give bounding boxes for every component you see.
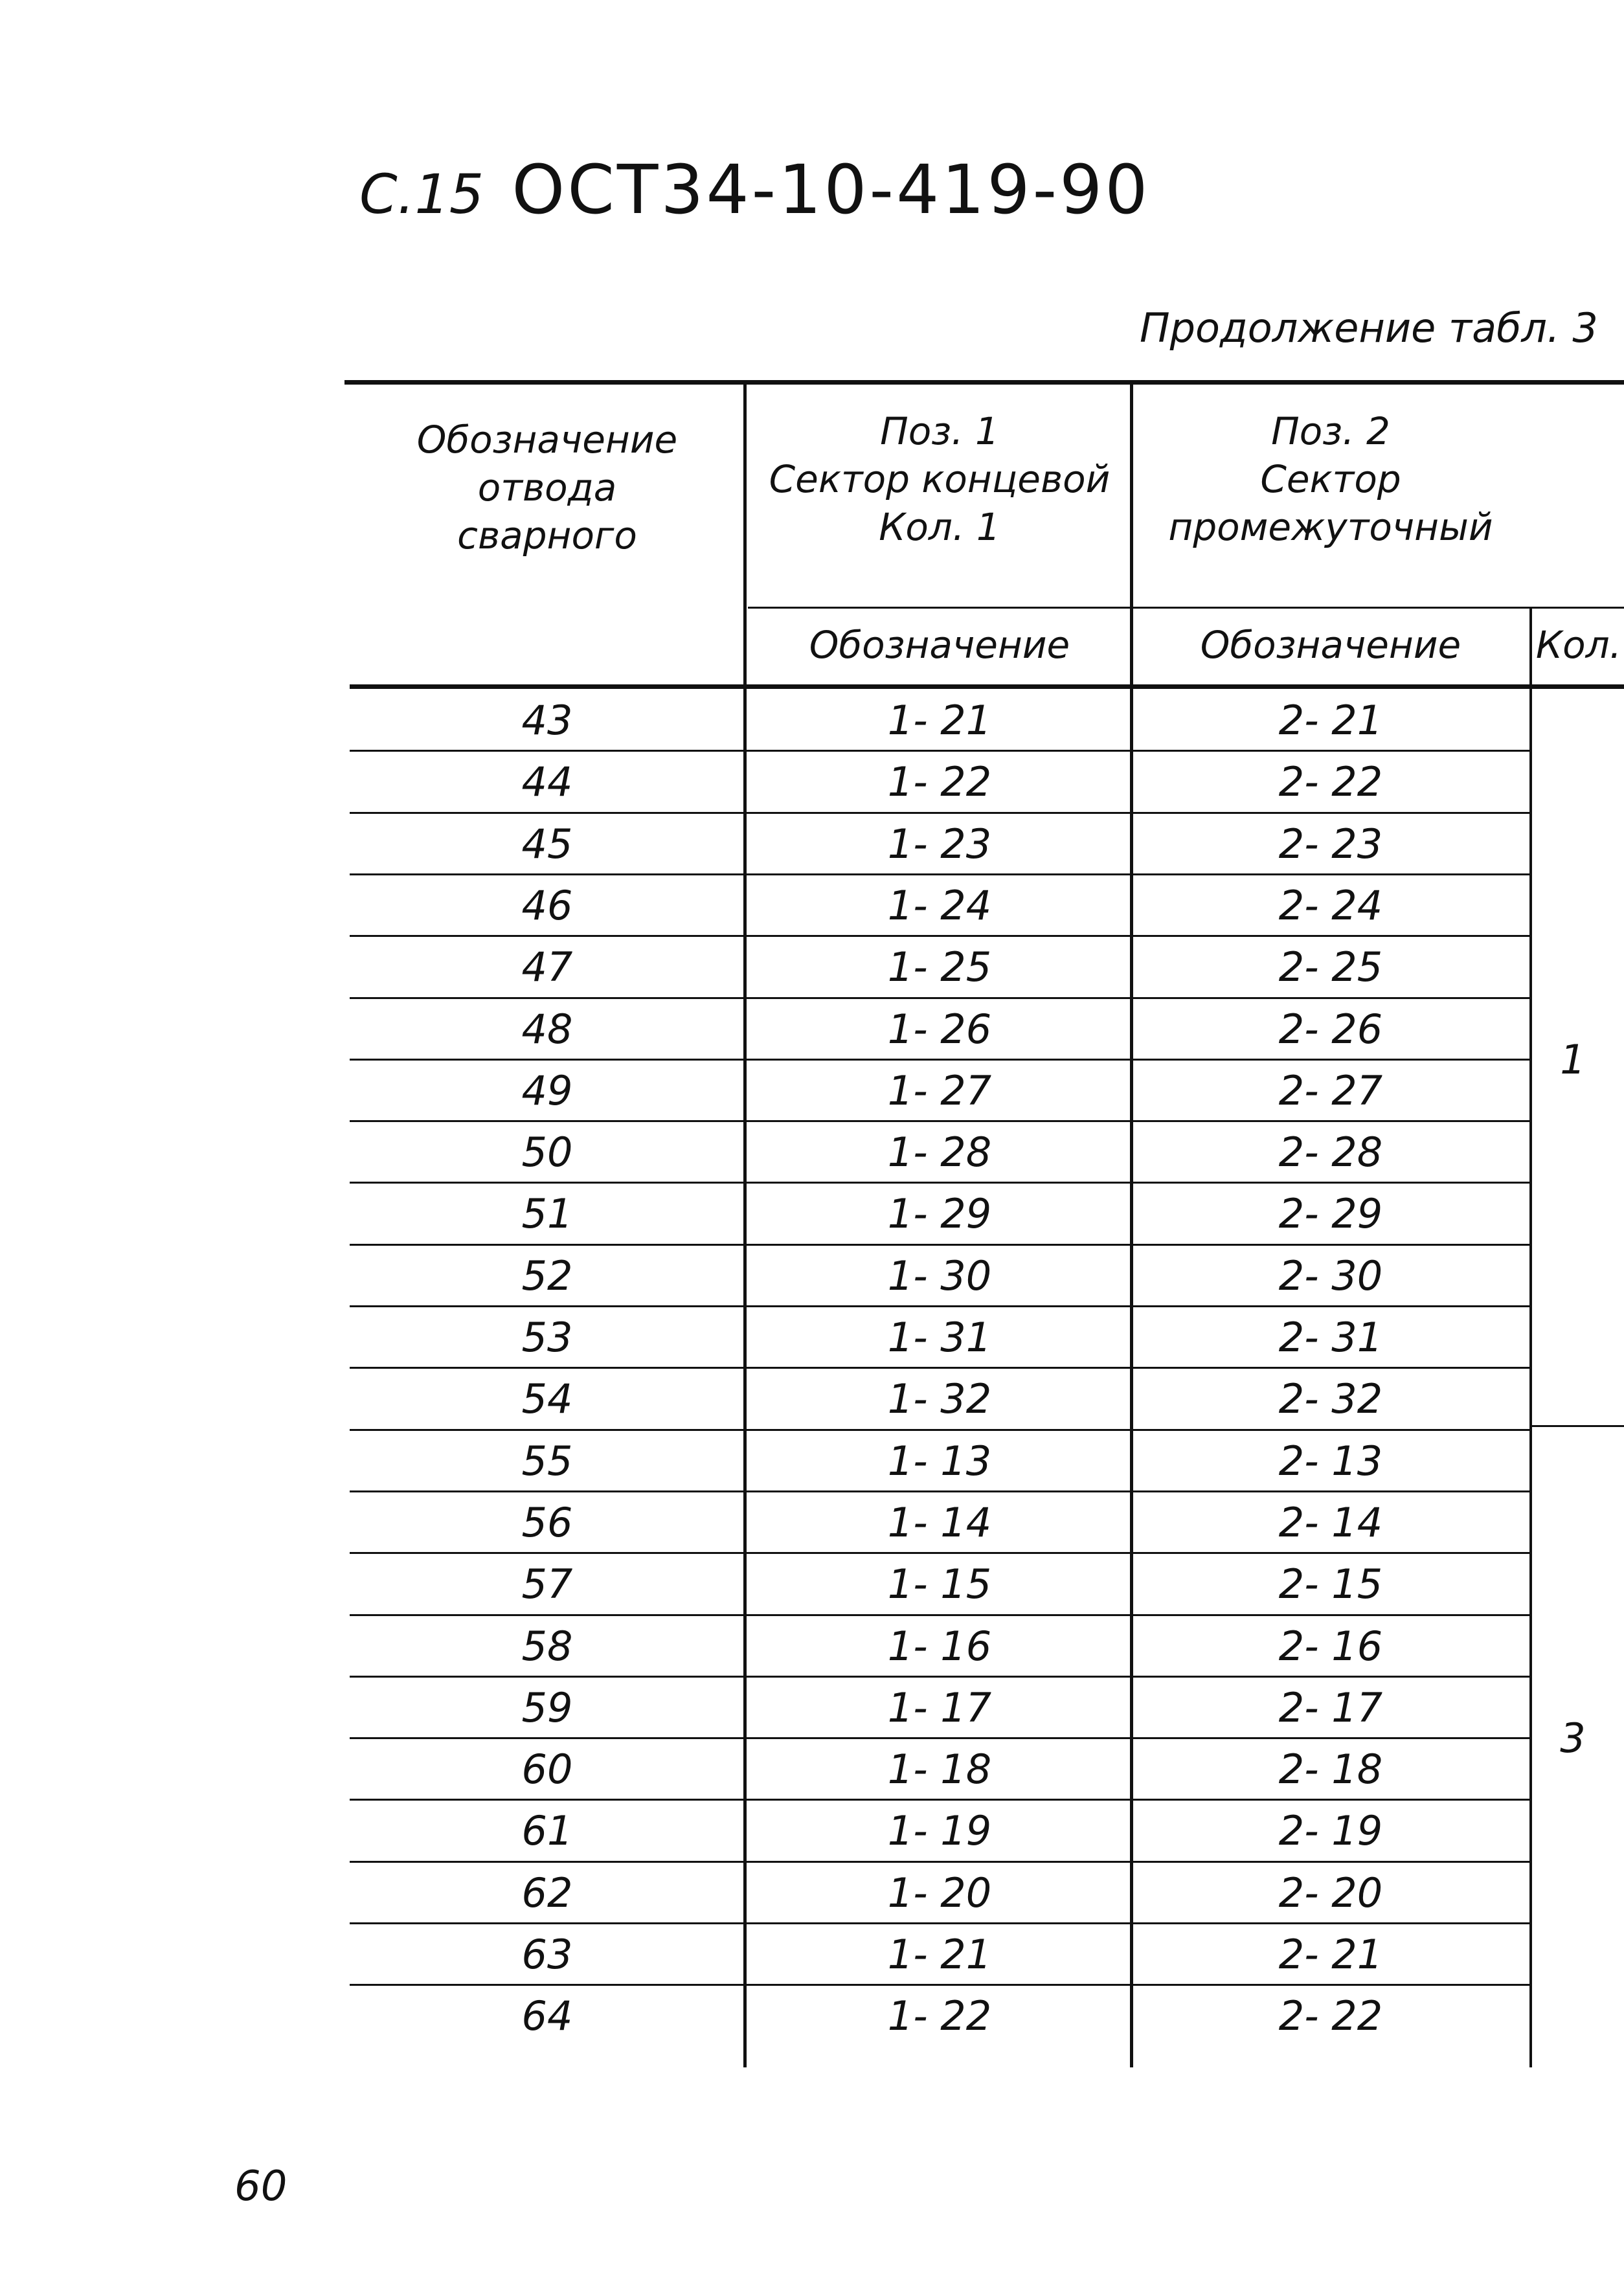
table-row <box>350 1985 1624 2047</box>
pos2-cell: 2- 18 <box>1278 1746 1383 1794</box>
table-row <box>350 998 1624 1060</box>
pos1-cell: 1- 14 <box>887 1498 992 1546</box>
pos1-cell: 1- 25 <box>887 943 992 991</box>
col-pos2-line-1: Поз. 2 <box>1271 409 1390 453</box>
pos2-cell: 2- 19 <box>1278 1807 1383 1855</box>
table-row <box>350 1492 1624 1553</box>
pos1-cell: 1- 26 <box>887 1005 992 1053</box>
designation-cell: 46 <box>521 881 573 929</box>
pos1-cell: 1- 16 <box>887 1622 992 1670</box>
designation-cell: 47 <box>521 943 573 991</box>
designation-cell: 54 <box>521 1375 573 1423</box>
pos1-cell: 1- 22 <box>887 1992 992 2040</box>
page-header <box>359 150 1150 229</box>
col-qty-subheader: Кол. <box>1535 623 1622 667</box>
table-row <box>350 1183 1624 1244</box>
pos2-cell: 2- 31 <box>1278 1314 1383 1361</box>
pos1-cell: 1- 27 <box>887 1066 992 1114</box>
designation-cell: 49 <box>521 1066 573 1114</box>
designation-cell: 62 <box>521 1869 573 1917</box>
pos1-cell: 1- 31 <box>887 1314 992 1361</box>
col-pos2-line-2: Сектор <box>1260 457 1401 502</box>
pos2-cell: 2- 28 <box>1278 1129 1383 1176</box>
pos1-cell: 1- 19 <box>887 1807 992 1855</box>
designation-cell: 50 <box>521 1129 573 1176</box>
table-continuation-note: Продолжение табл. 3 <box>1140 304 1598 352</box>
pos1-cell: 1- 21 <box>887 1931 992 1978</box>
col-designation-header: Обозначение отвода сварного <box>416 418 678 558</box>
designation-cell: 56 <box>521 1498 573 1546</box>
table-row <box>350 875 1624 936</box>
designation-cell: 59 <box>521 1683 573 1731</box>
pos1-cell: 1- 13 <box>887 1437 992 1485</box>
designation-cell: 45 <box>521 820 573 868</box>
pos2-cell: 2- 13 <box>1278 1437 1383 1485</box>
page-number: 60 <box>234 2163 288 2210</box>
pos2-cell: 2- 20 <box>1278 1869 1383 1917</box>
pos2-cell: 2- 21 <box>1278 697 1383 744</box>
table-row <box>350 1245 1624 1307</box>
table-row <box>350 1553 1624 1615</box>
pos1-cell: 1- 32 <box>887 1375 992 1423</box>
table-row <box>350 1060 1624 1121</box>
table-row <box>350 1924 1624 1985</box>
header-bottom-rule <box>350 684 1624 689</box>
designation-cell: 52 <box>521 1252 573 1299</box>
pos2-cell: 2- 29 <box>1278 1190 1383 1238</box>
pos2-cell: 2- 15 <box>1278 1560 1383 1608</box>
designation-cell: 57 <box>521 1560 573 1608</box>
table-row <box>350 690 1624 751</box>
subheader-rule <box>748 607 1624 609</box>
designation-table <box>350 380 1624 2067</box>
designation-cell: 64 <box>521 1992 573 2040</box>
pos1-cell: 1- 20 <box>887 1869 992 1917</box>
qty-group-value: 3 <box>1560 1715 1586 1762</box>
designation-cell: 43 <box>521 697 573 744</box>
pos1-cell: 1- 17 <box>887 1683 992 1731</box>
col-pos2-subheader: Обозначение <box>1200 623 1461 667</box>
pos2-cell: 2- 32 <box>1278 1375 1383 1423</box>
col-pos1-subheader: Обозначение <box>809 623 1070 667</box>
pos2-cell: 2- 25 <box>1278 943 1383 991</box>
pos2-cell: 2- 23 <box>1278 820 1383 868</box>
table-row <box>350 751 1624 813</box>
page-ref: С.15 <box>359 163 484 226</box>
table-row <box>350 936 1624 998</box>
pos1-cell: 1- 18 <box>887 1746 992 1794</box>
pos1-cell: 1- 29 <box>887 1190 992 1238</box>
pos1-cell: 1- 24 <box>887 881 992 929</box>
table-top-rule <box>344 380 1624 385</box>
pos2-cell: 2- 26 <box>1278 1005 1383 1053</box>
qty-group-value: 1 <box>1560 1035 1586 1083</box>
pos2-cell: 2- 17 <box>1278 1683 1383 1731</box>
pos1-cell: 1- 28 <box>887 1129 992 1176</box>
table-row <box>350 1430 1624 1492</box>
pos2-cell: 2- 22 <box>1278 1992 1383 2040</box>
col-pos1-header <box>748 407 1131 552</box>
pos2-cell: 2- 14 <box>1278 1498 1383 1546</box>
designation-cell: 55 <box>521 1437 573 1485</box>
pos1-cell: 1- 22 <box>887 758 992 806</box>
table-row <box>350 813 1624 875</box>
col-pos2-header <box>1133 407 1528 552</box>
pos1-cell: 1- 21 <box>887 697 992 744</box>
table-row <box>350 1615 1624 1677</box>
designation-cell: 53 <box>521 1314 573 1361</box>
pos2-cell: 2- 27 <box>1278 1066 1383 1114</box>
table-row <box>350 1307 1624 1368</box>
col-pos2-line-3: промежуточный <box>1168 505 1493 550</box>
pos1-cell: 1- 15 <box>887 1560 992 1608</box>
designation-cell: 58 <box>521 1622 573 1670</box>
pos1-cell: 1- 23 <box>887 820 992 868</box>
table-row <box>350 1368 1624 1430</box>
table-row <box>350 1121 1624 1183</box>
designation-cell: 44 <box>521 758 573 806</box>
col-pos1-line-1: Поз. 1 <box>880 409 999 453</box>
standard-code: ОСТ34-10-419-90 <box>512 150 1151 229</box>
table-row <box>350 1862 1624 1924</box>
table-row <box>350 1800 1624 1861</box>
col-pos1-line-3: Кол. 1 <box>879 505 1000 550</box>
pos2-cell: 2- 21 <box>1278 1931 1383 1978</box>
pos2-cell: 2- 30 <box>1278 1252 1383 1299</box>
table-row <box>350 1677 1624 1738</box>
table-row <box>350 1738 1624 1800</box>
designation-cell: 51 <box>521 1190 573 1238</box>
designation-cell: 48 <box>521 1005 573 1053</box>
designation-cell: 60 <box>521 1746 573 1794</box>
pos1-cell: 1- 30 <box>887 1252 992 1299</box>
designation-cell: 63 <box>521 1931 573 1978</box>
pos2-cell: 2- 16 <box>1278 1622 1383 1670</box>
col-pos1-line-2: Сектор концевой <box>769 457 1111 502</box>
pos2-cell: 2- 24 <box>1278 881 1383 929</box>
pos2-cell: 2- 22 <box>1278 758 1383 806</box>
designation-cell: 61 <box>521 1807 573 1855</box>
